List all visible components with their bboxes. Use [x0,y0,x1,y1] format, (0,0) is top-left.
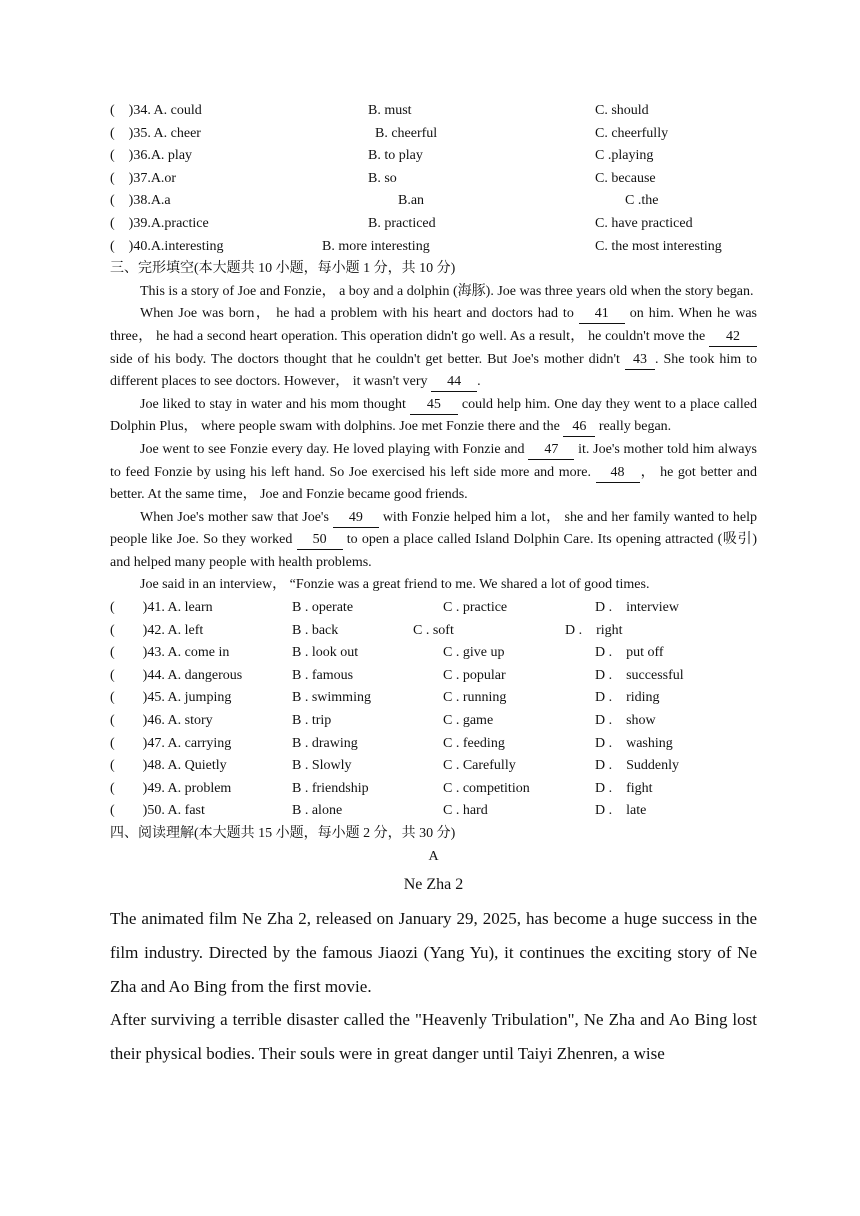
question-option-a: ( )36.A. play [110,148,193,164]
question-row [110,100,757,123]
question-option-b: B. must [368,103,412,118]
question-option-c: C . competition [443,780,530,796]
passage-title: Ne Zha 2 [403,876,464,894]
question-option-c: C. should [595,103,649,118]
question-option-c: C . running [443,690,507,706]
question-row [110,755,757,778]
blank-42[interactable]: 42 [709,328,757,347]
question-row [110,665,757,688]
paragraph-text: When Joe was born， he had a problem with his heart and doctors had to [140,306,579,322]
question-row [110,190,757,213]
question-row [110,597,757,620]
question-option-a: ( )50. A. fast [110,803,205,819]
question-row [110,213,757,236]
paragraph-text: . [477,374,481,390]
paragraph-text: Joe liked to stay in water and his mom thought [140,396,410,412]
cloze-paragraph-5 [110,507,757,575]
paragraph-text: side of his body. The doctors thought that he couldn't get better. But Joe's mother didn't [110,351,625,367]
question-row [110,800,757,823]
question-option-d: D . fight [595,780,653,796]
question-option-b: B . famous [292,667,354,683]
paragraph-text: really began. [595,419,672,435]
question-option-d: D . washing [595,735,673,751]
question-row [110,145,757,168]
paragraph-text: Joe said in an interview， “Fonzie was a great friend to me. We shared a lot of good times. [140,577,650,593]
question-row [110,778,757,801]
question-option-a: ( )46. A. story [110,713,213,729]
paragraph-text: to open a place called Island Dolphin Care. Its opening attracted (吸引) and helped many people with health problems. [110,532,757,570]
passage-label: A [428,848,439,864]
question-option-d: D . riding [595,690,660,706]
question-option-c: C . give up [443,645,505,661]
section4-heading: 四、阅读理解(本大题共 15 小题，每小题 2 分，共 30 分) [110,826,456,841]
question-row [110,123,757,146]
question-option-b: B. cheerful [375,125,438,141]
question-option-d: D . interview [595,600,679,616]
question-option-a: ( )40.A.interesting [110,238,224,254]
section3-heading: 三、完形填空(本大题共 10 小题，每小题 1 分，共 10 分) [110,261,456,277]
paragraph-text: with Fonzie helped him a lot， she and her family wanted to help people like Joe. So they worked [110,509,757,548]
question-row [110,733,757,756]
question-option-b: B . drawing [292,735,358,751]
passage-paragraph-2: After surviving a terrible disaster called the "Heavenly Tribulation", Ne Zha and Ao Bing lost their physical bodies. Their souls were in great danger until Taiyi Zhenren, a wise [110,1010,757,1063]
question-option-a: ( )35. A. cheer [110,125,201,141]
section3-question-list [110,597,757,823]
passage-paragraph-1: The animated film Ne Zha 2, released on January 29, 2025, has become a huge success in the film industry. Directed by the famous Jiaozi (Yang Yu), it continues the exciting story of Ne Zha and Ao Bing from the first movie. [110,909,757,996]
question-row [110,642,757,665]
blank-47[interactable]: 47 [528,441,574,460]
cloze-paragraph-6 [110,574,757,597]
question-option-a: ( )37.A.or [110,170,177,186]
blank-48[interactable]: 48 [596,464,640,483]
question-option-b: B . Slowly [292,758,352,774]
blank-49[interactable]: 49 [333,509,379,528]
question-option-b: B . trip [292,713,332,729]
question-option-a: ( )41. A. learn [110,600,213,616]
question-option-a: ( )47. A. carrying [110,735,232,751]
question-row [110,687,757,710]
cloze-paragraph-2 [110,303,757,393]
question-row [110,710,757,733]
question-option-b: B.an [398,193,425,209]
blank-45[interactable]: 45 [410,396,458,415]
paragraph-text: it. Joe's mother told him always to feed Fonzie by using his left hand. So Joe exercised his left side more and more. [110,441,757,480]
question-option-a: ( )44. A. dangerous [110,667,243,683]
question-option-b: B. to play [368,148,423,164]
question-option-d: D . show [595,713,656,729]
cloze-paragraph-4 [110,439,757,507]
question-row [110,620,757,643]
blank-41[interactable]: 41 [579,305,625,324]
question-option-a: ( )43. A. come in [110,645,230,661]
blank-50[interactable]: 50 [297,531,343,550]
blank-43[interactable]: 43 [625,351,655,370]
question-option-d: D . right [565,622,623,638]
question-option-c: C . feeding [443,735,505,751]
question-option-c: C . Carefully [443,758,516,774]
cloze-paragraph-3 [110,394,757,439]
question-option-c: C . practice [443,600,508,616]
question-option-c: C . soft [413,622,454,638]
question-option-d: D . put off [595,645,664,661]
question-option-b: B . alone [292,803,343,819]
question-option-c: C .the [625,193,659,209]
exam-page [110,100,757,1071]
section2-question-list [110,100,757,258]
question-option-a: ( )42. A. left [110,622,204,638]
question-option-d: D . successful [595,667,684,683]
question-option-c: C. the most interesting [595,238,722,254]
question-option-a: ( )38.A.a [110,193,171,209]
question-option-a: ( )45. A. jumping [110,690,232,706]
question-option-b: B . operate [292,600,354,616]
question-option-c: C . game [443,713,494,729]
question-option-b: B . look out [292,645,359,661]
question-option-b: B . friendship [292,780,369,796]
question-option-b: B . back [292,622,339,638]
question-option-b: B. so [368,170,397,186]
question-option-c: C. have practiced [595,215,693,231]
question-option-b: B . swimming [292,690,371,706]
blank-44[interactable]: 44 [431,373,477,392]
question-option-c: C . popular [443,667,506,683]
question-option-c: C . hard [443,803,488,819]
question-option-a: ( )48. A. Quietly [110,758,227,774]
question-option-a: ( )34. A. could [110,103,202,118]
question-option-c: C. because [595,170,656,186]
paragraph-text: ， he got better and better. At the same time， Joe and Fonzie became good friends. [110,464,757,503]
question-option-d: D . Suddenly [595,758,679,774]
question-option-d: D . late [595,803,647,819]
paragraph-text: on him. When he was three， he had a second heart operation. This operation didn't go well. As a result， he couldn't move the [110,306,757,344]
paragraph-text: . She took him to different places to see doctors. However， it wasn't very [110,351,758,390]
question-option-a: ( )49. A. problem [110,780,232,796]
question-option-a: ( )39.A.practice [110,215,209,231]
paragraph-text: When Joe's mother saw that Joe's [140,509,333,525]
question-row [110,168,757,191]
paragraph-text: This is a story of Joe and Fonzie， a boy and a dolphin (海豚). Joe was three years old when the story began. [140,283,754,299]
blank-46[interactable]: 46 [563,418,595,437]
paragraph-text: could help him. One day they went to a place called Dolphin Plus， where people swam with dolphins. Joe met Fonzie there and the [110,396,757,435]
cloze-paragraph-1 [110,281,757,304]
question-row [110,236,757,259]
question-option-b: B. practiced [368,215,436,231]
question-option-c: C .playing [595,148,654,164]
question-option-b: B. more interesting [322,238,430,254]
paragraph-text: Joe went to see Fonzie every day. He loved playing with Fonzie and [140,441,529,457]
question-option-c: C. cheerfully [595,125,669,141]
